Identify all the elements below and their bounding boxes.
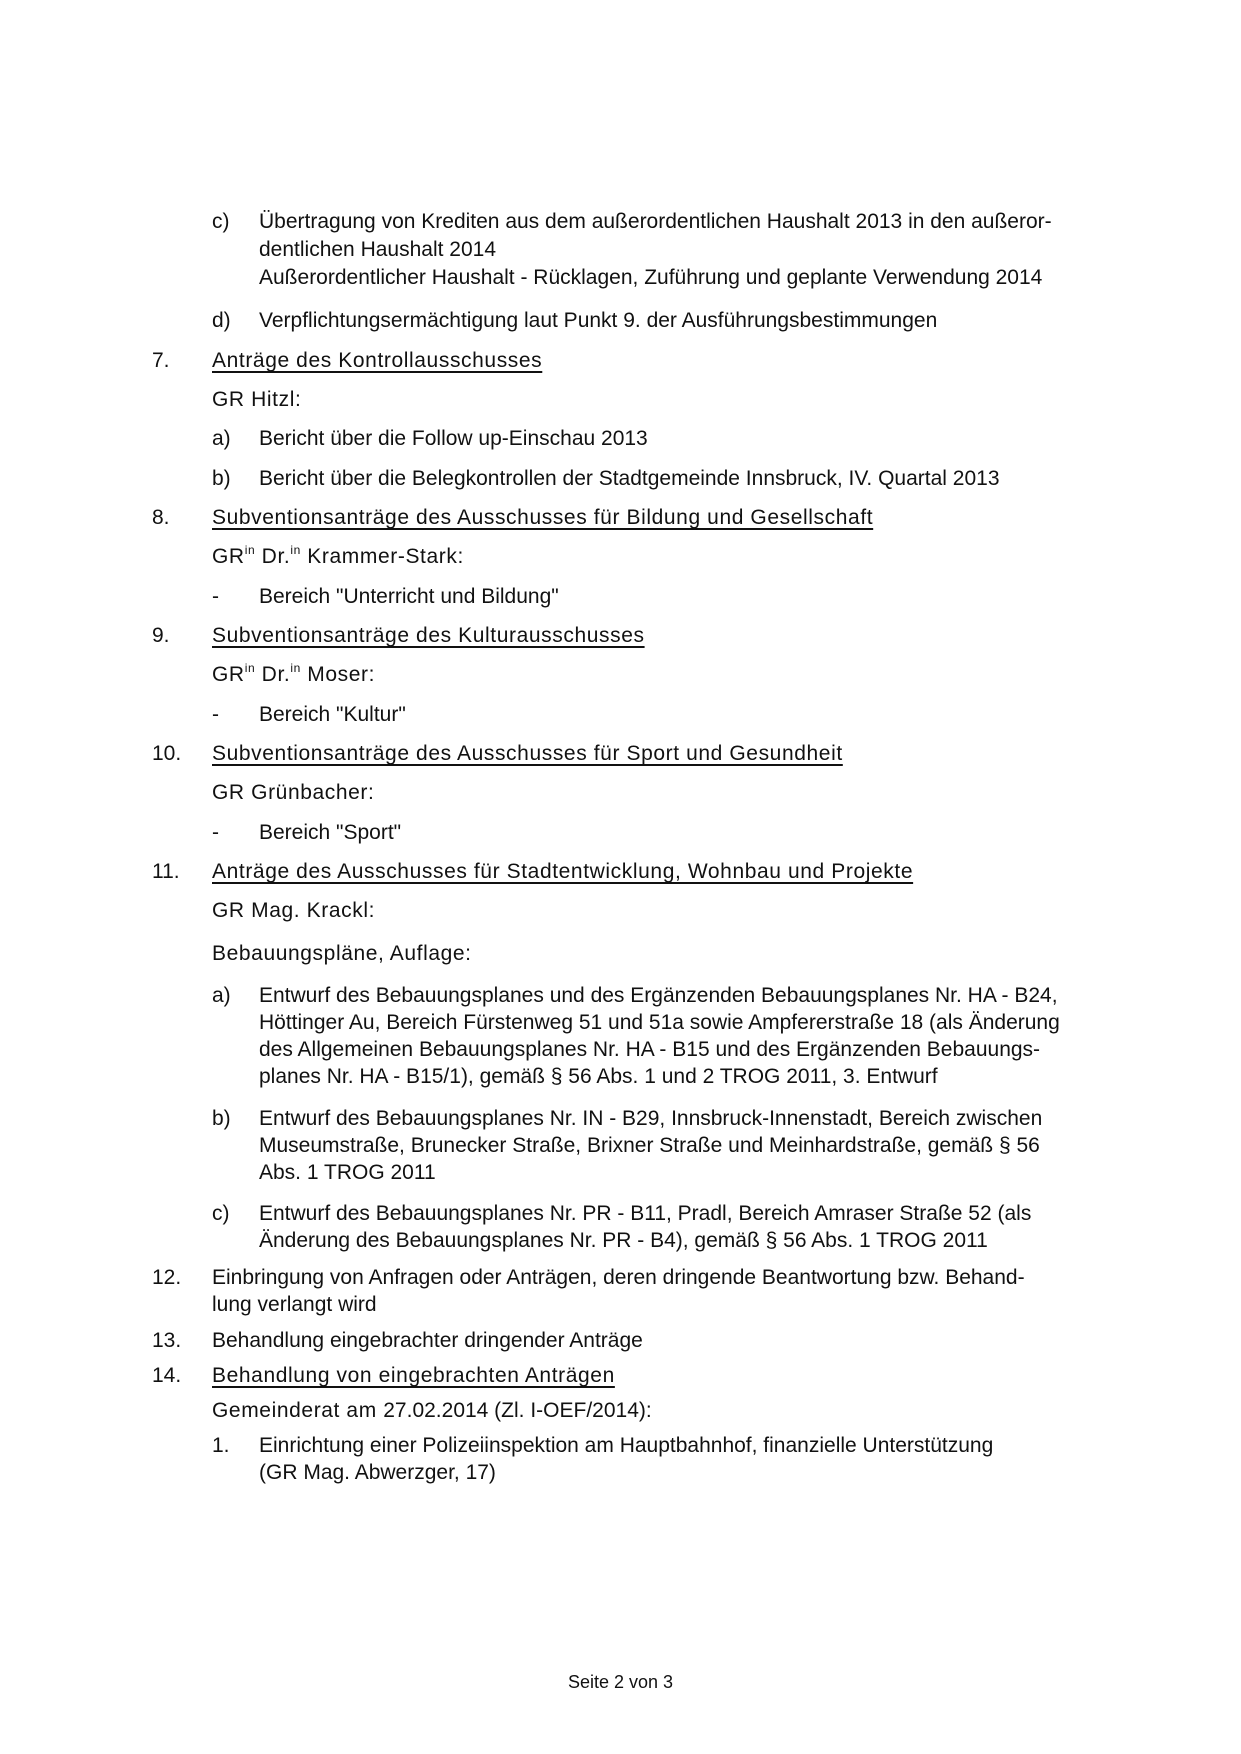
item9-rapporteur-dr: Dr. (255, 663, 291, 686)
item6-c-line1: Übertragung von Krediten aus dem außerordentlichen Haushalt 2013 in den außeror- (259, 210, 1052, 233)
item8-dash: - (212, 585, 219, 608)
item14-session-rest: 27.02.2014 (Zl. I-OEF/2014): (383, 1399, 652, 1422)
item8-rapporteur-dr: Dr. (255, 545, 291, 568)
item8-rapporteur-sup1: in (244, 543, 256, 557)
item11-b-line2: Museumstraße, Brunecker Straße, Brixner Straße und Meinhardstraße, gemäß § 56 (259, 1134, 1040, 1157)
item11-c-marker: c) (212, 1202, 230, 1225)
item7-b-text: Bericht über die Belegkontrollen der Stadtgemeinde Innsbruck, IV. Quartal 2013 (259, 467, 1000, 490)
item14-title: Behandlung von eingebrachten Anträgen (212, 1364, 615, 1387)
item11-a-line3: des Allgemeinen Bebauungsplanes Nr. HA - B15 und des Ergänzenden Bebauungs- (259, 1038, 1041, 1061)
item9-rapporteur (212, 661, 375, 688)
item8-title: Subventionsanträge des Ausschusses für Bildung und Gesellschaft (212, 506, 874, 529)
item9-rapporteur-sup2: in (290, 661, 301, 675)
item6-c-line3: Außerordentlicher Haushalt - Rücklagen, Zuführung und geplante Verwendung 2014 (259, 266, 1043, 289)
item10-number: 10. (152, 742, 182, 765)
item11-b-line3: Abs. 1 TROG 2011 (259, 1161, 436, 1184)
item9-rapporteur-name: Moser: (300, 663, 376, 686)
item8-text: Bereich "Unterricht und Bildung" (259, 585, 559, 608)
item9-rapporteur-gr: GR (212, 663, 245, 686)
item14-sub1-number: 1. (212, 1434, 230, 1457)
item11-subheading: Bebauungspläne, Auflage: (212, 942, 472, 965)
item11-a-line2: Höttinger Au, Bereich Fürstenweg 51 und 51a sowie Ampfererstraße 18 (als Änderung (259, 1011, 1060, 1034)
item11-number: 11. (152, 860, 180, 883)
item13-number: 13. (152, 1329, 182, 1352)
item9-text: Bereich "Kultur" (259, 703, 406, 726)
item8-rapporteur-name: Krammer-Stark: (300, 545, 464, 568)
item8-rapporteur-gr: GR (212, 545, 245, 568)
item7-number: 7. (152, 349, 170, 372)
item6-c-line2: dentlichen Haushalt 2014 (259, 238, 497, 261)
item12-line1: Einbringung von Anfragen oder Anträgen, deren dringende Beantwortung bzw. Behand- (212, 1266, 1025, 1289)
item14-sub1-line2: (GR Mag. Abwerzger, 17) (259, 1461, 496, 1484)
item12-line2: lung verlangt wird (212, 1293, 377, 1316)
item10-rapporteur: GR Grünbacher: (212, 781, 375, 804)
item8-number: 8. (152, 506, 170, 529)
item11-c-line2: Änderung des Bebauungsplanes Nr. PR - B4), gemäß § 56 Abs. 1 TROG 2011 (259, 1229, 988, 1252)
item9-dash: - (212, 703, 219, 726)
item10-dash: - (212, 821, 219, 844)
item7-b-marker: b) (212, 467, 231, 490)
item14-sub1-line1: Einrichtung einer Polizeiinspektion am Hauptbahnhof, finanzielle Unterstützung (259, 1434, 994, 1457)
item11-a-line4: planes Nr. HA - B15/1), gemäß § 56 Abs. 1 und 2 TROG 2011, 3. Entwurf (259, 1065, 938, 1088)
item7-a-marker: a) (212, 427, 231, 450)
item14-session-prefix: Gemeinderat am (212, 1399, 384, 1422)
page-footer: Seite 2 von 3 (567, 1672, 674, 1692)
item10-text: Bereich "Sport" (259, 821, 402, 844)
item6-d-line1: Verpflichtungsermächtigung laut Punkt 9. der Ausführungsbestimmungen (259, 309, 938, 332)
item9-title: Subventionsanträge des Kulturausschusses (212, 624, 645, 647)
item7-title: Anträge des Kontrollausschusses (212, 349, 543, 372)
item10-title: Subventionsanträge des Ausschusses für Sport und Gesundheit (212, 742, 843, 765)
item11-c-line1: Entwurf des Bebauungsplanes Nr. PR - B11, Pradl, Bereich Amraser Straße 52 (als (259, 1202, 1032, 1225)
item14-number: 14. (152, 1364, 182, 1387)
item14-session (212, 1397, 652, 1424)
item6-d-marker: d) (212, 309, 231, 332)
item6-c-marker: c) (212, 210, 230, 233)
item12-number: 12. (152, 1266, 182, 1289)
item13-text: Behandlung eingebrachter dringender Anträge (212, 1329, 643, 1352)
item8-rapporteur (212, 543, 464, 570)
item11-b-marker: b) (212, 1107, 231, 1130)
item7-rapporteur: GR Hitzl: (212, 388, 302, 411)
item9-rapporteur-sup1: in (244, 661, 256, 675)
item11-b-line1: Entwurf des Bebauungsplanes Nr. IN - B29, Innsbruck-Innenstadt, Bereich zwischen (259, 1107, 1043, 1130)
item8-rapporteur-sup2: in (290, 543, 301, 557)
item7-a-text: Bericht über die Follow up-Einschau 2013 (259, 427, 648, 450)
item11-rapporteur: GR Mag. Krackl: (212, 899, 376, 922)
item11-a-line1: Entwurf des Bebauungsplanes und des Ergänzenden Bebauungsplanes Nr. HA - B24, (259, 984, 1058, 1007)
item11-a-marker: a) (212, 984, 231, 1007)
item9-number: 9. (152, 624, 170, 647)
item11-title: Anträge des Ausschusses für Stadtentwicklung, Wohnbau und Projekte (212, 860, 914, 883)
